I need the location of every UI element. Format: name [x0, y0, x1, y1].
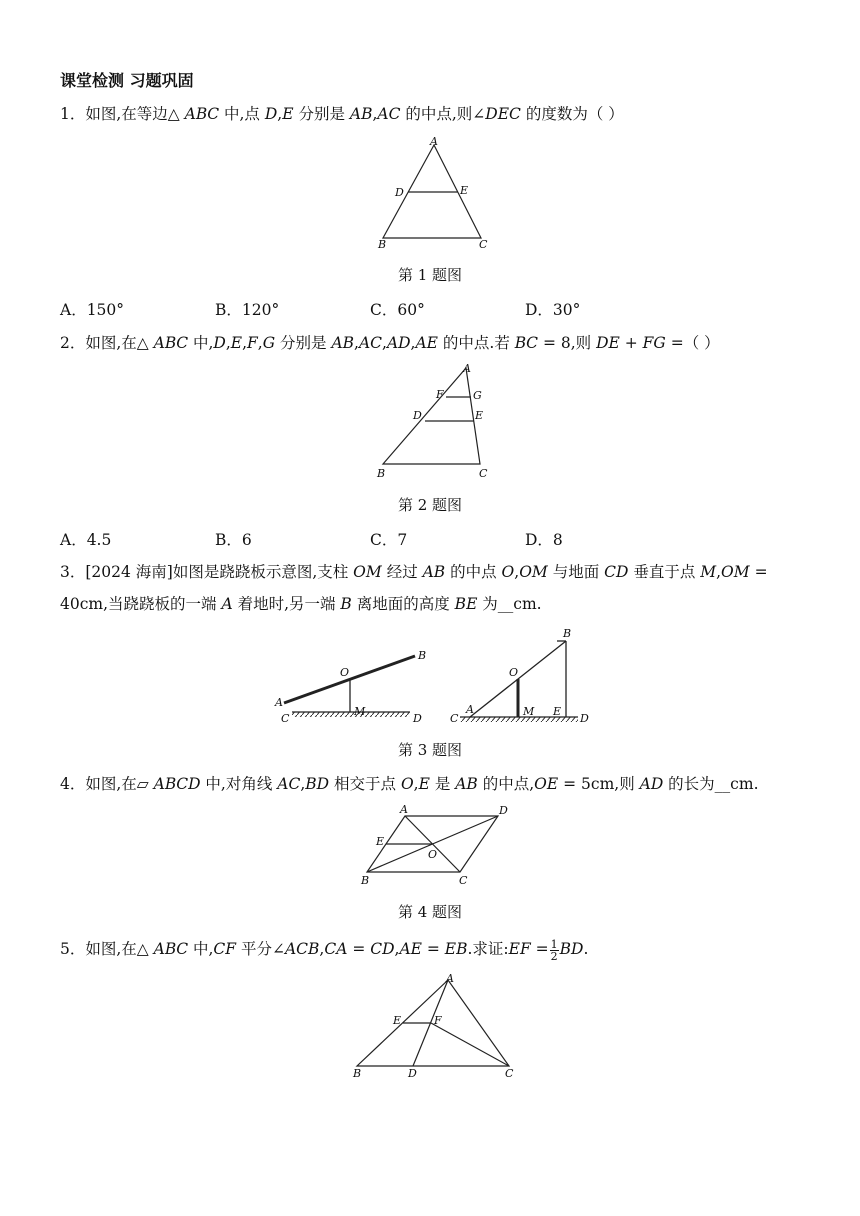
label-a: A [446, 972, 454, 985]
label-a: A [400, 803, 408, 816]
question-4-caption: 第 4 题图 [397, 903, 463, 921]
label-b: B [377, 467, 386, 480]
label-o: O [428, 848, 438, 861]
label-m: M [354, 705, 366, 718]
question-5-text [60, 938, 588, 962]
question-5-text-prefix: 5．如图,在△ 𝐴𝐵𝐶 中,𝐶𝐹 平分∠𝐴𝐶𝐵,𝐶𝐴 = 𝐶𝐷,𝐴𝐸 = 𝐸𝐵.求证:𝐸𝐹 = [60, 940, 549, 958]
label-e: E [376, 835, 385, 848]
label-g: G [473, 389, 482, 402]
question-4-figure [358, 800, 513, 892]
label-d: D [408, 1067, 417, 1080]
q2-choice-a[interactable]: A．4.5 [60, 531, 112, 549]
label-d: D [499, 804, 508, 817]
q1-choice-a[interactable]: A．150° [60, 301, 125, 319]
label-o: O [509, 666, 519, 679]
question-2-caption: 第 2 题图 [397, 496, 463, 514]
q1-choice-d[interactable]: D．30° [525, 301, 581, 319]
section-title: 课堂检测 习题巩固 [60, 71, 194, 90]
triangle-abc [383, 368, 480, 464]
label-f: F [436, 388, 444, 401]
label-e: E [553, 705, 562, 718]
q1-choice-b[interactable]: B．120° [215, 301, 280, 319]
label-c: C [505, 1067, 514, 1080]
label-d: D [413, 409, 422, 422]
seesaw-figure-right [450, 627, 589, 725]
label-c: C [479, 238, 488, 251]
label-a: A [275, 696, 283, 709]
question-1-figure [370, 135, 495, 253]
label-c: C [479, 467, 488, 480]
label-b: B [361, 874, 370, 887]
label-c: C [281, 712, 290, 725]
label-d: D [413, 712, 422, 725]
label-a: A [463, 362, 471, 375]
label-c: C [450, 712, 459, 725]
label-o: O [340, 666, 350, 679]
label-c: C [459, 874, 468, 887]
label-b: B [378, 238, 387, 251]
q2-choice-c[interactable]: C．7 [370, 531, 408, 549]
question-1-text: 1．如图,在等边△ 𝐴𝐵𝐶 中,点 𝐷,𝐸 分别是 𝐴𝐵,𝐴𝐶 的中点,则∠𝐷𝐸𝐶 的度数为（ ） [60, 105, 624, 123]
label-a: A [466, 703, 474, 716]
label-e: E [475, 409, 484, 422]
question-2-figure [372, 360, 497, 485]
label-d: D [580, 712, 589, 725]
label-e: E [460, 184, 469, 197]
question-3-figures [272, 625, 602, 730]
fraction-one-half: $\frac{1}{2}$ [550, 937, 558, 963]
label-b: B [353, 1067, 362, 1080]
question-5-text-suffix: 𝐵𝐷. [559, 940, 589, 958]
question-1-caption: 第 1 题图 [397, 266, 463, 284]
label-m: M [523, 705, 535, 718]
question-5-figure [345, 970, 525, 1080]
question-3-text-line1: 3．[2024 海南]如图是跷跷板示意图,支柱 𝑂𝑀 经过 𝐴𝐵 的中点 𝑂,𝑂𝑀 与地面 𝐶𝐷 垂直于点 𝑀,𝑂𝑀 = [60, 563, 768, 581]
question-4-text: 4．如图,在▱ 𝐴𝐵𝐶𝐷 中,对角线 𝐴𝐶,𝐵𝐷 相交于点 𝑂,𝐸 是 𝐴𝐵 的中点,𝑂𝐸 = 5cm,则 𝐴𝐷 的长为__cm. [60, 775, 759, 793]
q1-choice-c[interactable]: C．60° [370, 301, 425, 319]
q2-choice-b[interactable]: B．6 [215, 531, 252, 549]
label-a: A [430, 135, 438, 148]
segment-cf [431, 1023, 509, 1066]
label-b: B [418, 649, 427, 662]
question-3-text-line2: 40cm,当跷跷板的一端 𝐴 着地时,另一端 𝐵 离地面的高度 𝐵𝐸 为__cm. [60, 595, 542, 613]
q2-choice-d[interactable]: D．8 [525, 531, 563, 549]
label-e: E [393, 1014, 402, 1027]
question-3-caption: 第 3 题图 [397, 741, 463, 759]
question-2-text: 2．如图,在△ 𝐴𝐵𝐶 中,𝐷,𝐸,𝐹,𝐺 分别是 𝐴𝐵,𝐴𝐶,𝐴𝐷,𝐴𝐸 的中点.若 𝐵𝐶 = 8,则 𝐷𝐸 + 𝐹𝐺 =（ ） [60, 334, 720, 352]
seesaw-figure-left [274, 649, 426, 725]
label-d: D [395, 186, 404, 199]
label-b: B [563, 627, 572, 640]
label-f: F [434, 1014, 442, 1027]
